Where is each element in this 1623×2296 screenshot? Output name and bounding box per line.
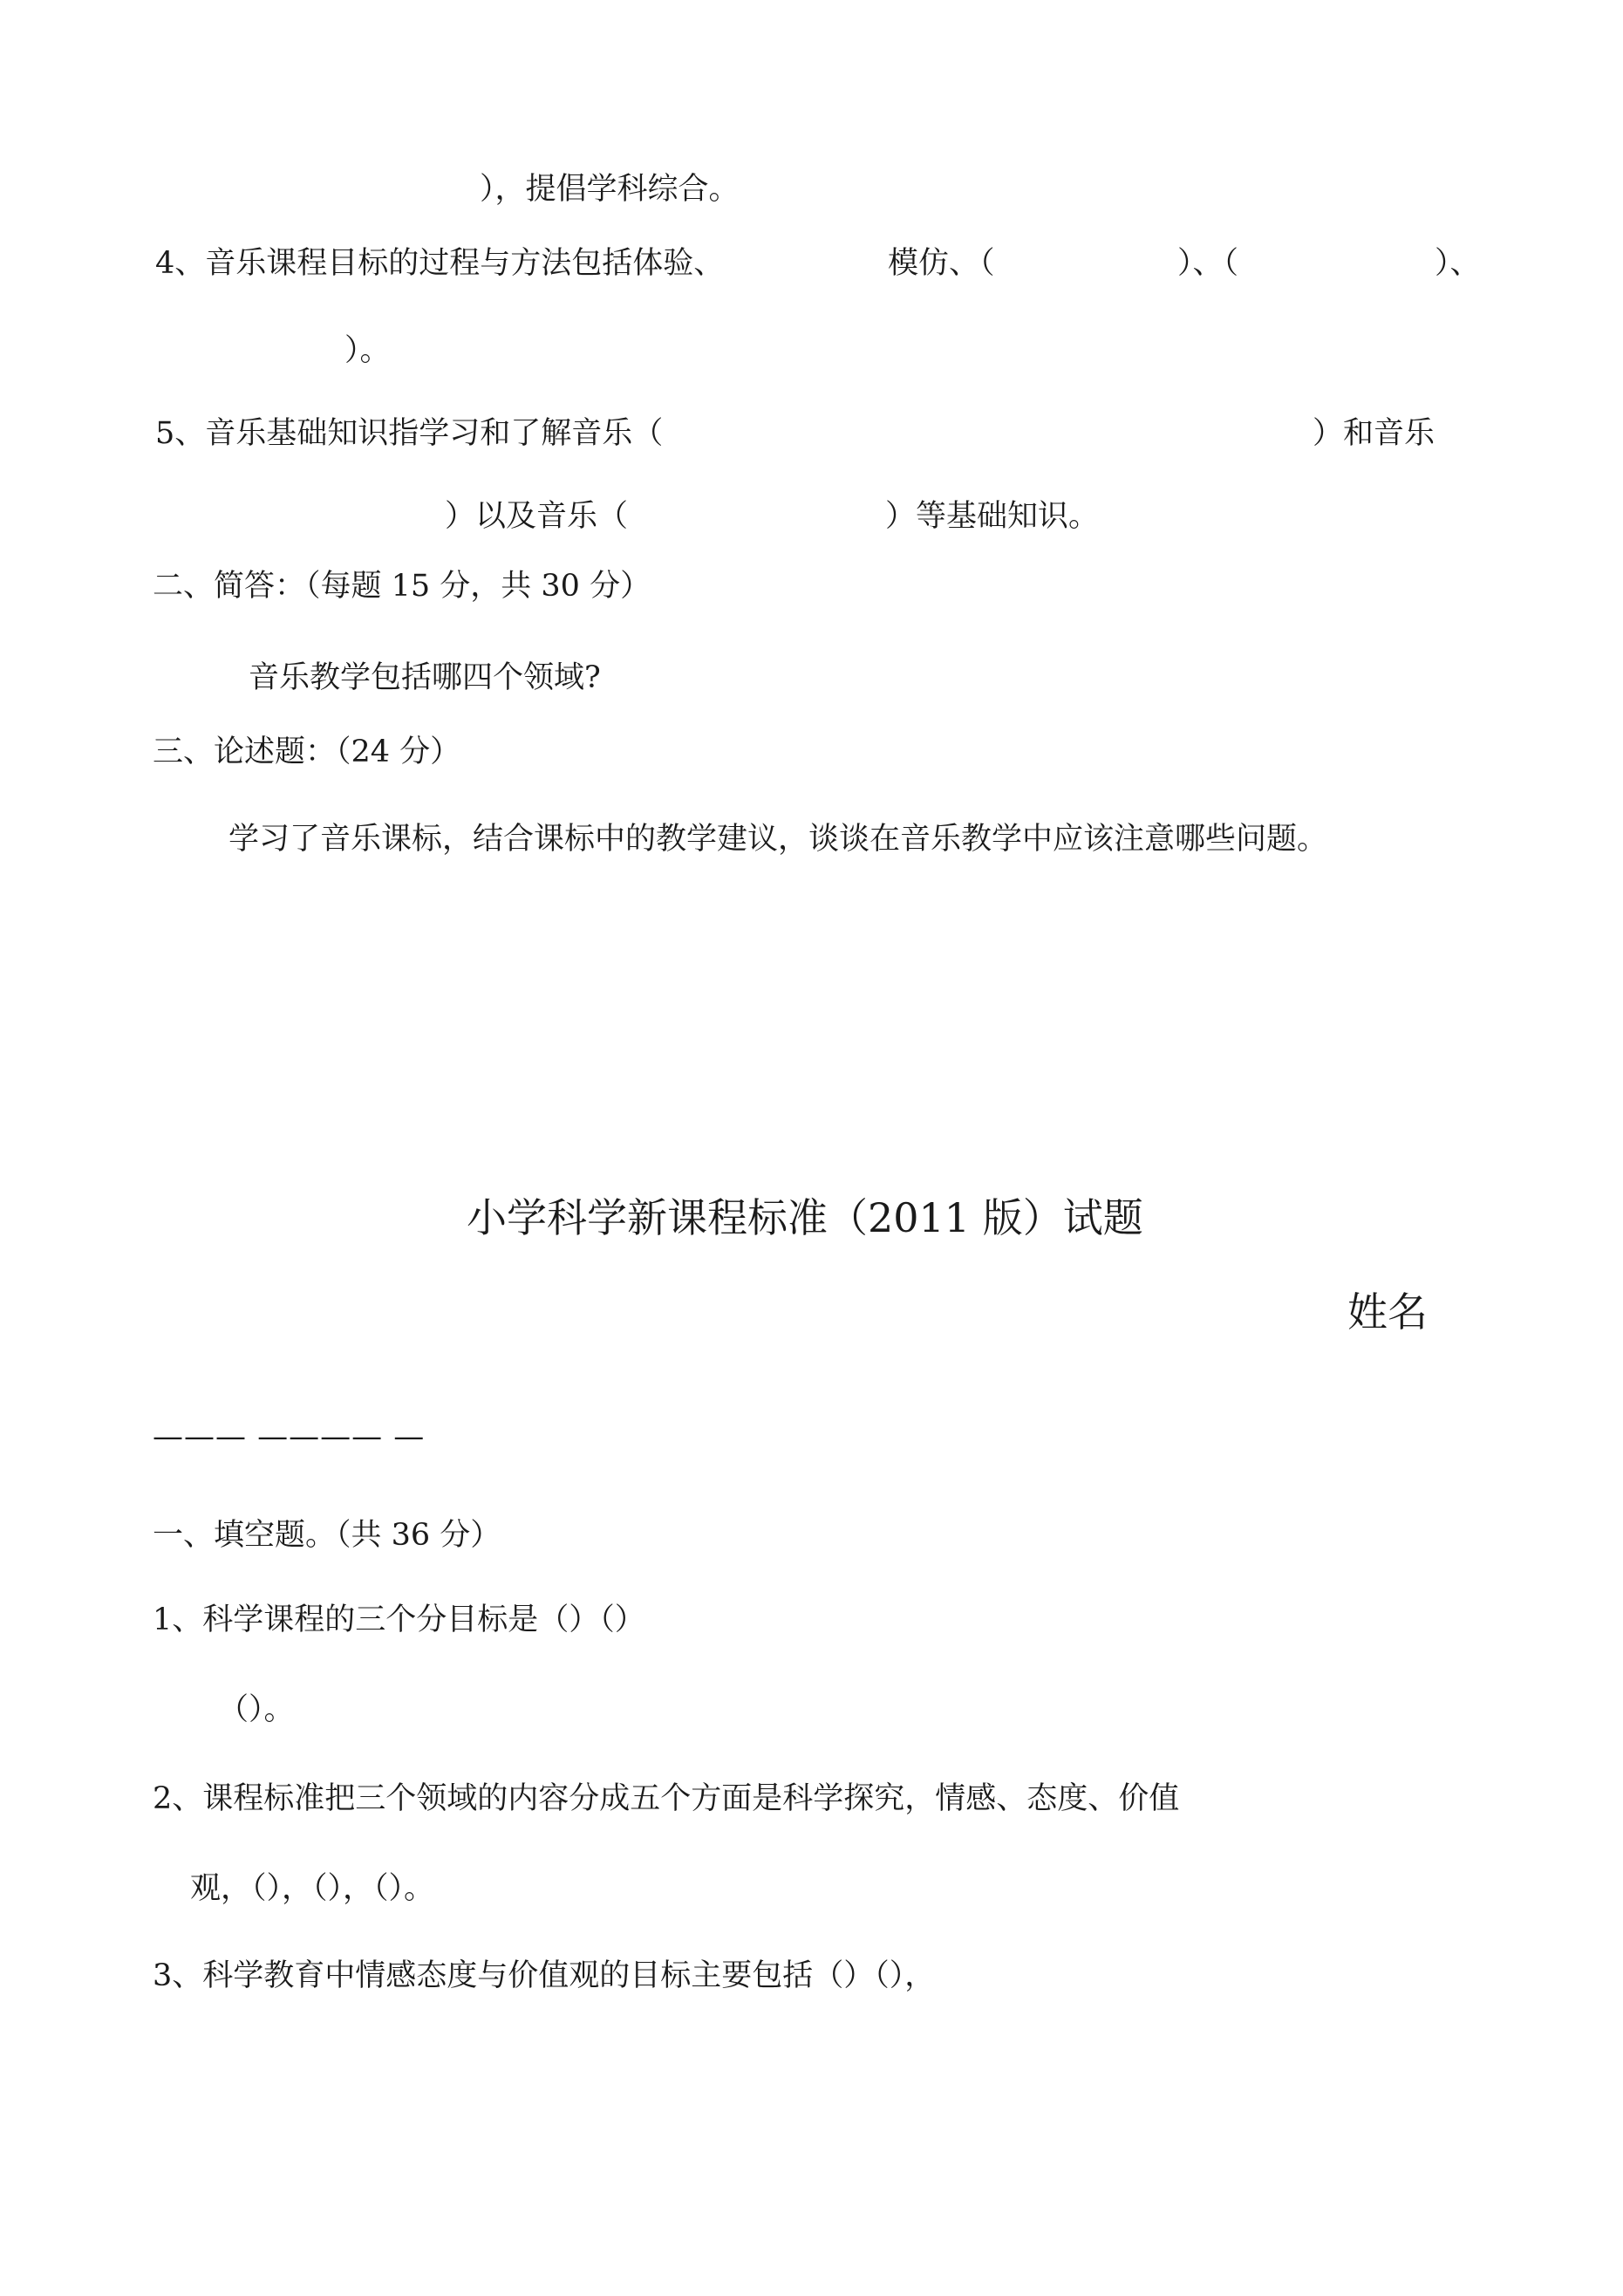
q5-line-c: ）以及音乐（ <box>445 499 629 534</box>
section-3-heading: 三、论述题：（24 分） <box>153 735 461 769</box>
q1-line-b: （）。 <box>218 1692 295 1727</box>
name-dash-line: ——— ———— — <box>153 1419 426 1454</box>
q4-line-c: ）、（ <box>1177 246 1239 281</box>
q4-line-a: 4、音乐课程目标的过程与方法包括体验、 <box>155 246 725 281</box>
q5-line-d: ）等基础知识。 <box>885 499 1100 534</box>
q4-line-b: 模仿、（ <box>888 246 995 281</box>
q2-line-b: 观，（），（），（）。 <box>190 1871 435 1906</box>
q1-line-a: 1、科学课程的三个分目标是（）（） <box>153 1602 645 1637</box>
q4-line-e: ）。 <box>344 333 391 368</box>
section-1-heading: 一、填空题。（共 36 分） <box>153 1518 501 1553</box>
section-3-question: 学习了音乐课标，结合课标中的教学建议，谈谈在音乐教学中应该注意哪些问题。 <box>228 822 1328 857</box>
q2-line-a: 2、课程标准把三个领域的内容分成五个方面是科学探究，情感、态度、价值 <box>153 1781 1180 1816</box>
section-2-question: 音乐教学包括哪四个领域? <box>249 660 601 695</box>
name-label: 姓名 <box>1347 1288 1428 1336</box>
q5-line-a: 5、音乐基础知识指学习和了解音乐（ <box>155 416 664 451</box>
page-title: 小学科学新课程标准（2011 版）试题 <box>467 1194 1143 1241</box>
section-2-heading: 二、简答：（每题 15 分，共 30 分） <box>153 569 651 604</box>
q3-line-a: 3、科学教育中情感态度与价值观的目标主要包括（）（）， <box>153 1958 936 1993</box>
q5-line-b: ）和音乐 <box>1313 416 1435 451</box>
q4-line-d: ）、 <box>1435 246 1481 281</box>
q3-tail-line: ），提倡学科综合。 <box>480 172 740 207</box>
